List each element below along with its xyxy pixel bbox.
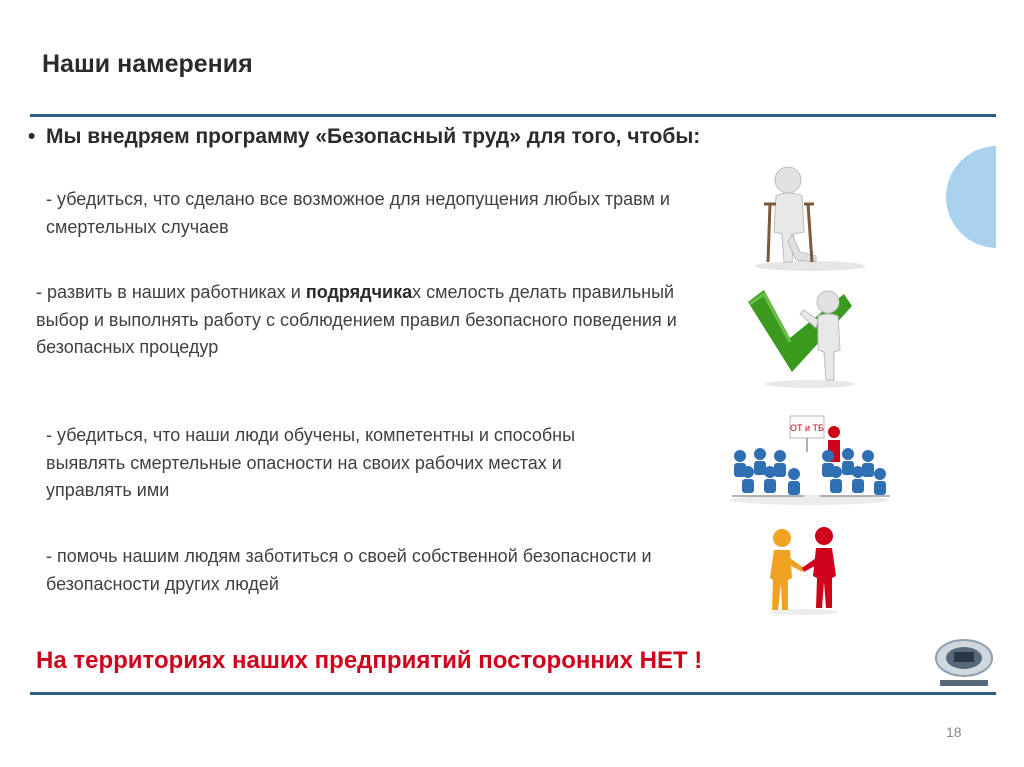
accent-half-circle [946,146,996,248]
item-courage-bold: подрядчика [305,282,413,302]
item-training: - убедиться, что наши люди обучены, компетентны и способны выявлять смертельные опасности на своих рабочих местах и управлять ими [46,425,576,500]
board-label: ОТ и ТБ [790,423,824,433]
training-audience-icon [724,412,894,507]
item-courage [36,279,696,362]
crutches-figure-icon [730,162,870,272]
item-injuries: - убедиться, что сделано все возможное для недопущения любых травм и смертельных случаев [46,189,670,237]
top-divider [30,114,996,117]
slogan: На территориях наших предприятий посторонних НЕТ ! [36,647,703,674]
bullet-dot: • [28,125,36,148]
company-logo-icon [932,638,996,690]
bottom-divider [30,692,996,695]
intro-bullet [28,124,848,150]
intro-text: Мы внедряем программу «Безопасный труд» для того, чтобы: [46,125,701,148]
item-courage-part1: - развить в наших работниках и [36,282,306,302]
item-courage-part2: х смелость делать правильный выбор и выполнять работу с соблюдением правил безопасного поведения и безопасных процедур [36,282,677,357]
handshake-icon [764,524,844,616]
page-number: 18 [946,724,962,740]
slide-title: Наши намерения [42,50,253,78]
item-care: - помочь нашим людям заботиться о своей собственной безопасности и безопасности других людей [46,546,652,594]
checkmark-figure-icon [740,280,860,390]
